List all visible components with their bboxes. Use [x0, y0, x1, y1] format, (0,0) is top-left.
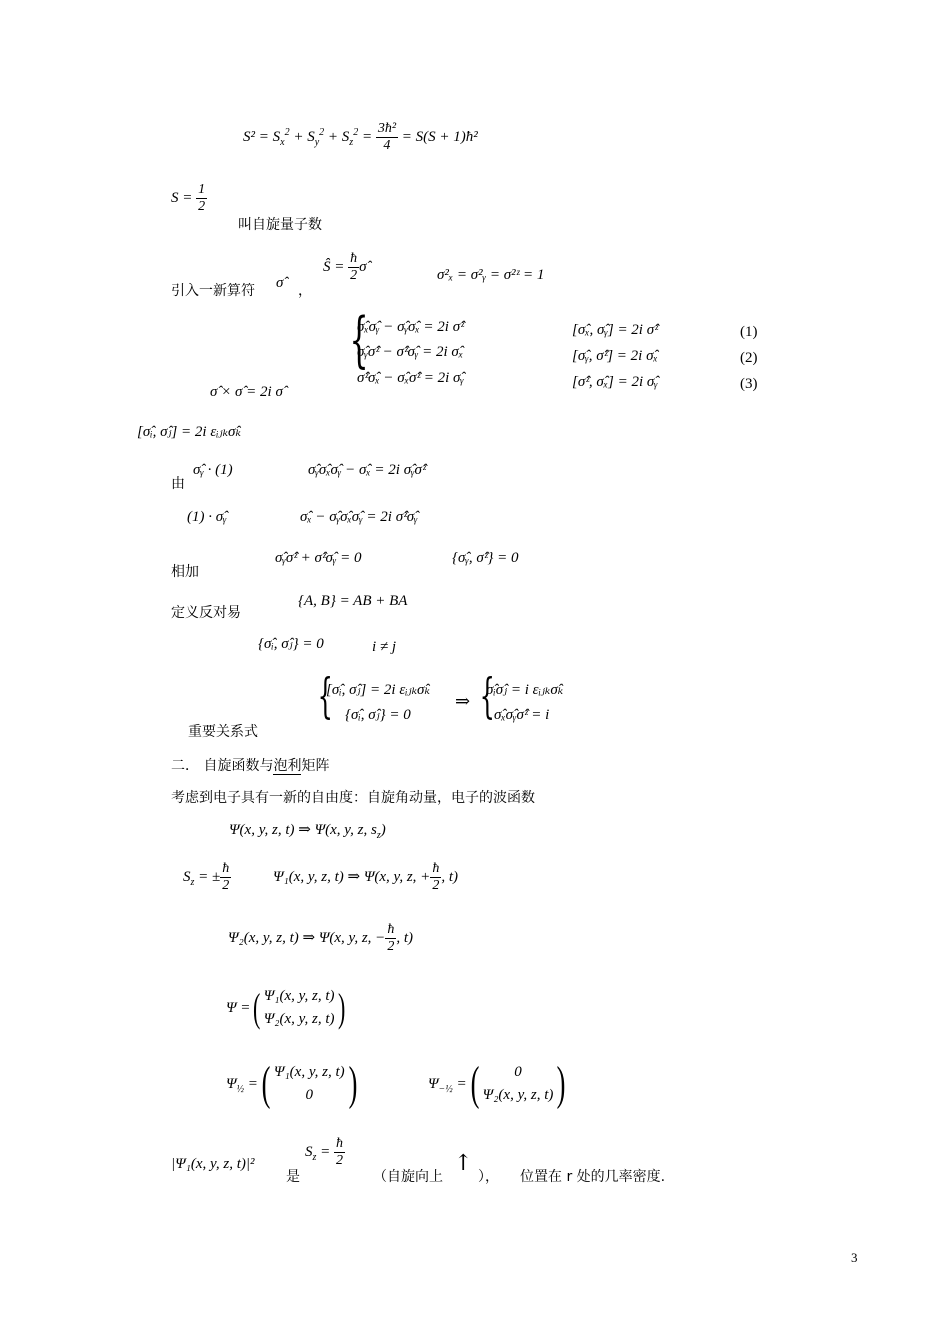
equation-commutator-1: [σ̂ₓ, σ̂ᵧ] = 2i σ̂ᶻ: [572, 322, 658, 338]
text-position-density: 位置在 r 处的几率密度.: [520, 1169, 666, 1185]
equation-relation-right-1: σ̂ᵢσ̂ⱼ = i εᵢⱼₖσ̂ₖ: [486, 682, 564, 698]
equation-relation-left-2: {σ̂ᵢ, σ̂ⱼ} = 0: [345, 707, 411, 723]
equation-number-2: (2): [740, 350, 758, 366]
equation-by-lhs: σ̂ᵧ · (1): [193, 462, 233, 478]
equation-by2-lhs: (1) · σ̂ᵧ: [187, 509, 227, 525]
equation-commutator-general: [σ̂ᵢ, σ̂ⱼ] = 2i εᵢⱼₖσ̂ₖ: [137, 424, 241, 440]
text-close-paren: ），: [478, 1169, 499, 1185]
equation-s-half: S = $\frac{1}{2}$: [171, 182, 206, 214]
equation-relation-right-2: σ̂ₓσ̂ᵧσ̂ᶻ = i: [494, 707, 550, 723]
section-title-link[interactable]: 泡利: [273, 758, 302, 774]
equation-psi-minus-half-vector: $\Psi_{-\frac{1}{2}}$ =( 0 Ψ₂(x, y, z, t) ): [428, 1057, 566, 1110]
equation-commutator-2: [σ̂ᵧ, σ̂ᶻ] = 2i σ̂ₓ: [572, 348, 658, 364]
equation-add-2: {σ̂ᵧ, σ̂ᶻ} = 0: [452, 550, 519, 566]
equation-psi1-mapping: Ψ₁(x, y, z, t) ⇒ Ψ(x, y, z, + $\frac{ħ}{2}$ , t): [273, 861, 458, 893]
page-number: 3: [851, 1250, 858, 1265]
equation-sigma-squared: σ²ₓ = σ²ᵧ = σ²ᶻ = 1: [437, 267, 545, 283]
equation-psi-half-vector: $\Psi_{\frac{1}{2}}$ =( Ψ₁(x, y, z, t) 0 ): [226, 1057, 358, 1110]
text-spin-quantum-number: 叫自旋量子数: [238, 217, 322, 233]
relations-right-brace: {: [479, 668, 495, 724]
equation-add-1: σ̂ᵧσ̂ᶻ + σ̂ᶻσ̂ᵧ = 0: [275, 550, 362, 566]
equation-psi-vector: Ψ =( Ψ₁(x, y, z, t) Ψ₂(x, y, z, t) ): [226, 985, 345, 1031]
text-important-relations: 重要关系式: [188, 724, 258, 740]
equation-relation-left-1: [σ̂ᵢ, σ̂ⱼ] = 2i εᵢⱼₖσ̂ₖ: [326, 682, 430, 698]
equation-sz-values: $S_z$ = ± $\frac{ħ}{2}$: [183, 861, 230, 893]
equation-anticommutator-ij: {σ̂ᵢ, σ̂ⱼ} = 0: [258, 636, 324, 652]
symbol-sigma-hat: σ̂: [276, 275, 284, 291]
text-comma: ，: [298, 283, 312, 299]
text-spin-up: （自旋向上: [373, 1169, 443, 1185]
equation-number-1: (1): [740, 324, 758, 340]
equation-psi-mapping: Ψ(x, y, z, t) ⇒ Ψ(x, y, z, $s_z$): [229, 822, 386, 841]
equation-by-rhs: σ̂ᵧσ̂ₓσ̂ᵧ − σ̂ₓ = 2i σ̂ᵧσ̂ᶻ: [308, 462, 426, 478]
equation-number-3: (3): [740, 376, 758, 392]
text-introduce-operator: 引入一新算符: [171, 283, 255, 299]
section-title: 二． 自旋函数与泡利矩阵: [171, 758, 330, 774]
text-consider: 考虑到电子具有一新的自由度：自旋角动量，电子的波函数: [171, 790, 535, 806]
system-left-brace: {: [349, 305, 369, 375]
equation-psi2-mapping: Ψ₂(x, y, z, t) ⇒ Ψ(x, y, z, − $\frac{ħ}{2}$ , t): [228, 922, 413, 954]
implies-arrow: ⇒: [455, 691, 471, 711]
text-define-anticommutator: 定义反对易: [171, 605, 241, 621]
equation-system-2: σ̂ᵧσ̂ᶻ − σ̂ᶻσ̂ᵧ = 2i σ̂ₓ: [357, 344, 464, 360]
equation-cross-product: σ̂ × σ̂ = 2i σ̂: [210, 384, 283, 400]
equation-system-1: σ̂ₓσ̂ᵧ − σ̂ᵧσ̂ₓ = 2i σ̂ᶻ: [357, 319, 464, 335]
equation-s-hat: Ŝ = $\frac{ħ}{2}$ σ̂: [323, 251, 367, 283]
relations-left-brace: {: [317, 668, 333, 724]
equation-commutator-3: [σ̂ᶻ, σ̂ₓ] = 2i σ̂ᵧ: [572, 374, 658, 390]
text-add: 相加: [171, 564, 199, 580]
up-arrow-icon: ↑: [454, 1151, 473, 1176]
equation-system-3: σ̂ᶻσ̂ₓ − σ̂ₓσ̂ᶻ = 2i σ̂ᵧ: [357, 370, 464, 386]
equation-s-squared: $S^2 = S_x^2 + S_y^2 + S_z^2$ = $\frac{\text{3ħ²}}{4}$ = S(S + 1)ħ²: [243, 121, 478, 153]
text-is: 是: [286, 1169, 300, 1185]
equation-sz-half: $S_z$ = $\frac{ħ}{2}$: [305, 1136, 344, 1168]
equation-i-neq-j: i ≠ j: [372, 639, 397, 655]
equation-probability: |Ψ₁(x, y, z, t)|²: [171, 1156, 255, 1172]
equation-anticommutator-def: {A, B} = AB + BA: [298, 593, 408, 609]
text-by: 由: [171, 476, 185, 492]
equation-by2-rhs: σ̂ₓ − σ̂ᵧσ̂ₓσ̂ᵧ = 2i σ̂ᶻσ̂ᵧ: [300, 509, 418, 525]
